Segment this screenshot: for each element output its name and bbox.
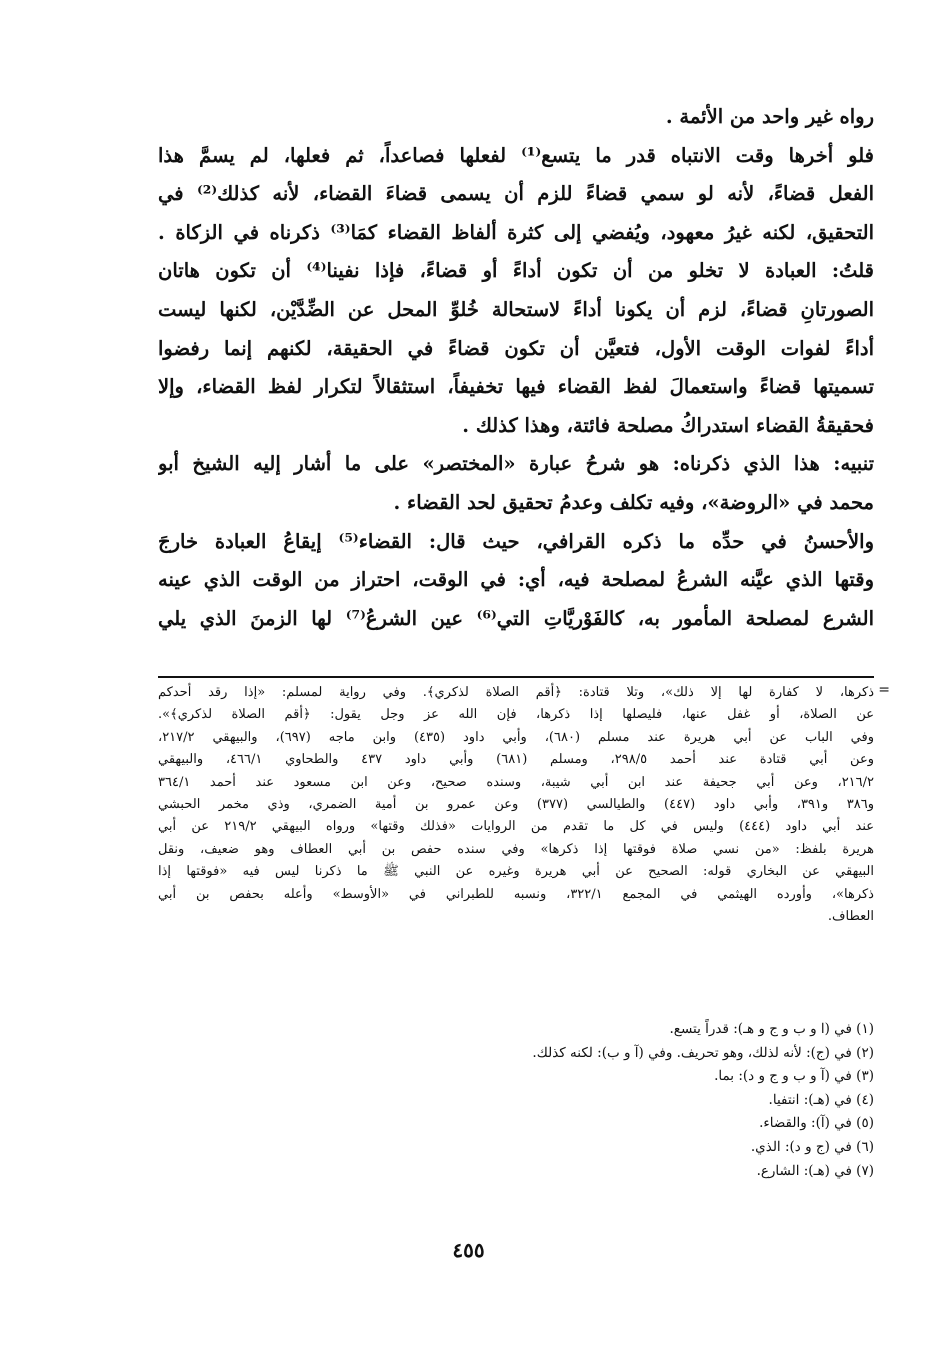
footnote-line: العطاف.: [827, 908, 874, 924]
text-line: فحقيقةُ القضاء استدراكُ مصلحة فائتة، وهذا كذلك .: [462, 413, 874, 437]
text-line: تنبيه: هذا الذي ذكرناه: هو شرحُ عبارة «المختصر» على ما أشار إليه الشيخ أبو: [158, 452, 874, 476]
footnote-line: عند أبي داود (٤٤٤) وليس في كل ما تقدم من الروايات «فذلك وقتها» ورواه البيهقي ٢١٩/٢ عن أبي: [158, 819, 874, 835]
footnote-4: (٤) في (هـ): انتفيا.: [768, 1091, 874, 1108]
page-number: ٤٥٥: [452, 1238, 485, 1262]
footnote-3: (٣) في (آ و ب و ج و د): بما.: [714, 1068, 874, 1085]
footnotes: [158, 1018, 874, 1183]
main-text: [158, 98, 874, 638]
text-line: تسميتها قضاءً واستعمالَ لفظ القضاء فيها تخفيفاً، استثقالاً لتكرار لفظ القضاء، وإلا: [158, 375, 874, 399]
text-line: رواه غير واحد من الأئمة .: [665, 105, 874, 128]
text-line: الصورتانِ قضاءً، لزم أن يكونا أداءً لاستحالة خُلوِّ المحل عن الضِّدَّيْن، لكنها ليست: [158, 297, 874, 321]
footnote-line: ذكرها، لا كفارة لها إلا ذلك»، وتلا قتادة: ﴿أقم الصلاة لذكري﴾. وفي رواية لمسلم: «إذا رقد أحدكم: [158, 685, 874, 700]
continuation-marker: =: [878, 682, 890, 698]
text-line: التحقيق، لكنه غيرُ معهود، ويُفضي إلى كثرة ألفاظ القضاء كمَا⁽³⁾ ذكرناه في الزكاة .: [158, 220, 874, 244]
footnote-line: البيهقي عن البخاري قوله: الصحيح عن أبي هريرة وغيره عن النبي ﷺ ما ذكرنا ليس فيه «فوقتها إذا: [158, 864, 874, 880]
text-line: فلو أخرها وقت الانتباه قدر ما يتسع⁽¹⁾ لفعلها فصاعداً، ثم فعلها، لم يسمَّ هذا: [158, 143, 874, 167]
footnote-5: (٥) في (آ): والقضاء.: [759, 1115, 874, 1132]
footnote-line: و٣٨٦ و٣٩١، وأبي داود (٤٤٧) والطيالسي (٣٧٧) وعن عمرو بن أمية الضمري، وذي مخمر الحبشي: [158, 796, 874, 812]
footnote-line: وفي الباب عن أبي هريرة عند مسلم (٦٨٠)، وأبي داود (٤٣٥) وابن ماجه (٦٩٧)، والبيهقي ٢١٧/٢،: [158, 729, 874, 745]
footnote-line: وعن أبي قتادة عند أحمد ٢٩٨/٥، ومسلم (٦٨١) وأبي داود ٤٣٧ والطحاوي ٤٦٦/١، والبيهقي: [158, 752, 874, 768]
footnote-2: (٢) في (ج): لأنه لذلك، وهو تحريف. وفي (آ و ب): لكنه كذلك.: [532, 1044, 874, 1061]
text-line: محمد في «الروضة»، وفيه تكلف وعدمُ تحقيق لحد القضاء .: [393, 490, 874, 514]
text-line: وقتها الذي عيَّنه الشرعُ لمصلحة فيه، أي: في الوقت، احتراز من الوقت الذي عينه: [158, 568, 874, 592]
text-line: أداءً لفوات الوقت الأول، فتعيَّن أن تكون قضاءً في الحقيقة، لكنهم إنما رفضوا: [158, 336, 874, 360]
text-line: الشرع لمصلحة المأمور به، كالفَوْريَّاتِ التي⁽⁶⁾ عين الشرعُ⁽⁷⁾ لها الزمنَ الذي يلي: [158, 606, 874, 630]
footnote-line: هريرة بلفظ: «من نسي صلاة فوقتها إذا ذكرها» وفي سنده حفص بن أبي العطاف وهو ضعيف، ونقل: [158, 841, 874, 857]
footnote-7: (٧) في (هـ): الشارع.: [756, 1162, 874, 1179]
text-line: الفعل قضاءً، لأنه لو سمي قضاءً للزم أن يسمى قضاءَ القضاء، لأنه كذلك⁽²⁾ في: [158, 182, 874, 206]
footnote-1: (١) في (ا و ب و ج و هـ): قدراً يتسع.: [669, 1021, 874, 1037]
text-line: قلتُ: العبادة لا تخلو من أن تكون أداءً أو قضاءً، فإذا نفينا⁽⁴⁾ أن تكون هاتان: [158, 259, 874, 283]
footnote-line: ذكرها»، وأورده الهيثمي في المجمع ٣٢٢/١، ونسبه للطبراني في «الأوسط» وأعله بحفص بن أبي: [158, 886, 874, 902]
footnote-continuation: [158, 682, 890, 928]
footnote-separator: [158, 676, 874, 678]
footnote-line: عن الصلاة، أو غفل عنها، فليصلها إذا ذكرها، فإن الله عز وجل يقول: ﴿أقم الصلاة لذكري﴾».: [158, 707, 874, 723]
footnote-line: ٢١٦/٢، وعن أبي جحيفة عند ابن أبي شيبة، وسنده صحيح، وعن ابن مسعود عند أحمد ٣٦٤/١: [158, 774, 874, 790]
footnote-6: (٦) في (ج و د): الذي.: [750, 1138, 874, 1155]
text-line: والأحسنُ في حدِّه ما ذكره القرافي، حيث قال: القضاء⁽⁵⁾ إيقاعُ العبادة خارجَ: [158, 529, 874, 553]
